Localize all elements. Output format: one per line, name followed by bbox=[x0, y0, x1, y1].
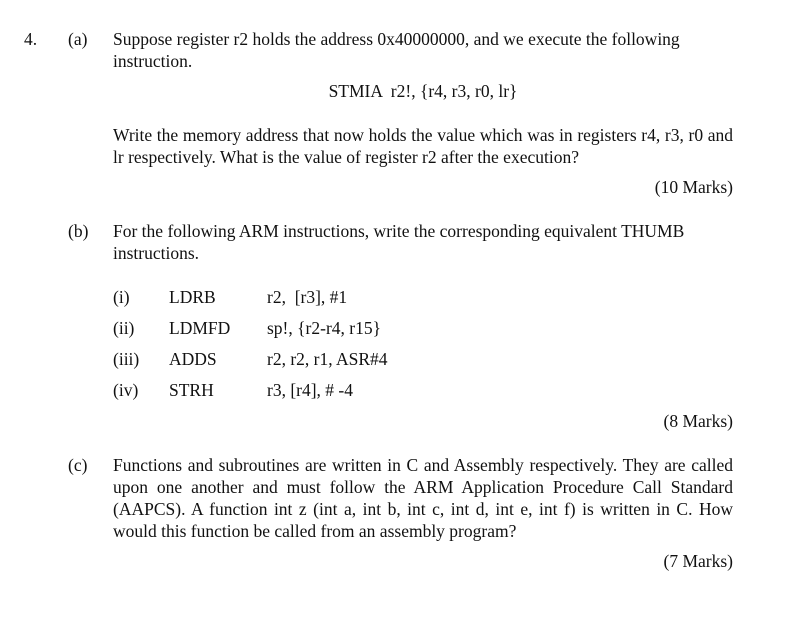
instruction-row-opcode: STRH bbox=[169, 380, 214, 400]
instruction-row-number: (ii) bbox=[113, 318, 135, 338]
part-a-prompt: Suppose register r2 holds the address 0x40000000, and we execute the following instruction. bbox=[113, 29, 680, 71]
part-c-prompt: Functions and subroutines are written in C and Assembly respectively. They are called upon one another and must follow the ARM Application Procedure Call Standard (AAPCS). A function int z (int a, int b, int c, int d, int e, int f) is written in C. How would this function be called from an assembly program? bbox=[113, 455, 733, 541]
instruction-row-operands: r2, r2, r1, ASR#4 bbox=[267, 349, 388, 369]
instruction-row-opcode: ADDS bbox=[169, 349, 217, 369]
part-a-label: (a) bbox=[68, 29, 88, 49]
part-b-prompt: For the following ARM instructions, write the corresponding equivalent THUMB instructions. bbox=[113, 221, 685, 263]
question-number: 4. bbox=[24, 29, 38, 49]
instruction-row-operands: r3, [r4], # -4 bbox=[267, 380, 354, 400]
instruction-row-operands: sp!, {r2-r4, r15} bbox=[267, 318, 381, 338]
part-b-marks: (8 Marks) bbox=[663, 411, 733, 431]
part-c-marks: (7 Marks) bbox=[663, 551, 733, 571]
part-a-question: Write the memory address that now holds the value which was in registers r4, r3, r0 and lr respectively. What is the value of register r2 after the execution? bbox=[113, 125, 733, 167]
part-a-marks: (10 Marks) bbox=[654, 177, 733, 197]
part-a-instruction: STMIA r2!, {r4, r3, r0, lr} bbox=[328, 81, 518, 101]
instruction-row-number: (i) bbox=[113, 287, 130, 307]
instruction-row-number: (iv) bbox=[113, 380, 139, 400]
instruction-row-opcode: LDRB bbox=[169, 287, 216, 307]
instruction-row-number: (iii) bbox=[113, 349, 140, 369]
instruction-row-operands: r2, [r3], #1 bbox=[267, 287, 348, 307]
instruction-row-opcode: LDMFD bbox=[169, 318, 231, 338]
part-c-label: (c) bbox=[68, 455, 88, 475]
part-b-label: (b) bbox=[68, 221, 89, 241]
